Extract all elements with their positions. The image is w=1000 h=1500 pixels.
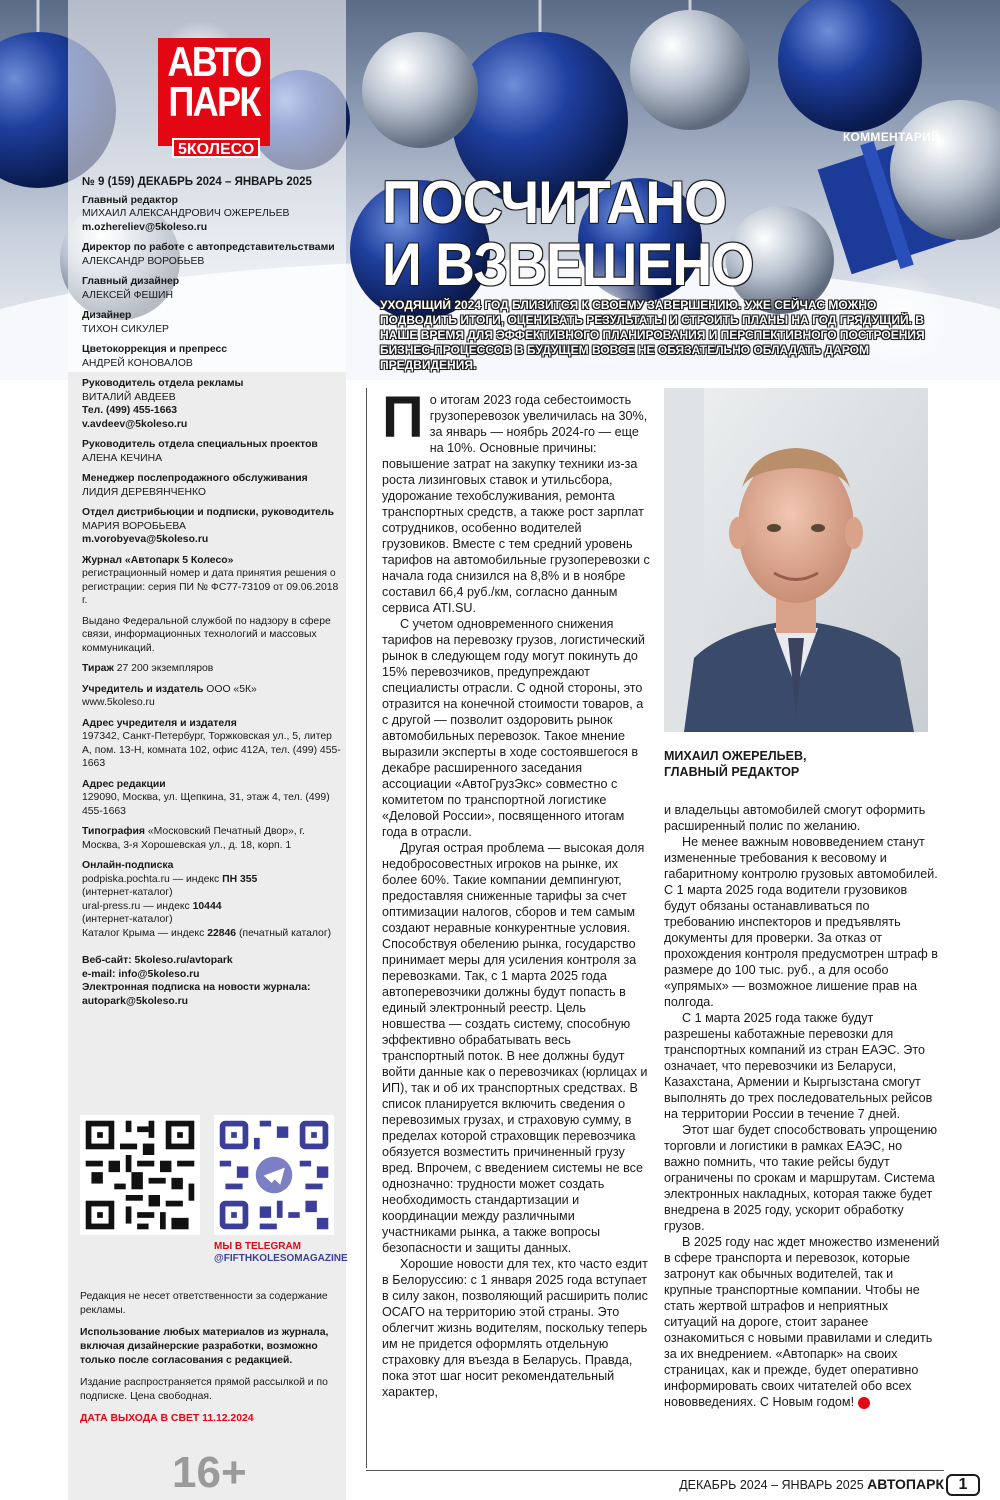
photo-caption	[664, 748, 806, 780]
founder	[82, 683, 344, 710]
article-paragraph	[664, 1234, 940, 1410]
printer-label: Типография	[82, 826, 145, 837]
subscription-note: (печатный каталог)	[238, 927, 332, 939]
website-link[interactable]: Веб-сайт: 5koleso.ru/avtopark	[82, 955, 233, 966]
subscription-item[interactable]	[82, 873, 344, 887]
subscription-index: 10444	[192, 900, 222, 912]
article-paragraph: Не менее важным нововведением станут измененные требования к весовому и габаритному контролю грузовых автомобилей. С 1 марта 2025 года водители грузовиков будут обязаны останавливаться по требованию инспекторов и предъявлять документы для проверки. За отказ от прохождения контроля предусмотрен штраф в размере до 100 тыс. руб., а для особо «упрямых» — возможное лишение прав на полгода.	[664, 835, 938, 1009]
staff-role: Директор по работе с автопредставительствами	[82, 242, 335, 253]
qr-code-telegram[interactable]	[214, 1115, 334, 1235]
stop-sign-icon: STOP	[858, 1397, 870, 1409]
staff-name: АЛЕНА КЕЧИНА	[82, 452, 163, 464]
staff-entry	[82, 438, 344, 465]
qr-code-icon	[80, 1115, 200, 1235]
masthead	[82, 176, 344, 1015]
staff-name: ВИТАЛИЙ АВДЕЕВ	[82, 391, 176, 403]
author-photo	[664, 388, 928, 732]
bottom-rule	[366, 1470, 944, 1471]
footer-date: ДЕКАБРЬ 2024 – ЯНВАРЬ 2025	[679, 1478, 864, 1492]
staff-name: АЛЕКСЕЙ ФЕШИН	[82, 289, 173, 301]
founder-value: ООО «5К»	[206, 683, 257, 695]
qr-code-icon	[214, 1115, 334, 1235]
staff-role: Главный редактор	[82, 194, 178, 206]
staff-role: Дизайнер	[82, 310, 132, 321]
staff-name: ЛИДИЯ ДЕРЕВЯНЧЕНКО	[82, 486, 206, 498]
staff-name: МАРИЯ ВОРОБЬЕВА	[82, 520, 186, 532]
editorial-address-text: 129090, Москва, ул. Щепкина, 31, этаж 4, тел. (499) 455-1663	[82, 792, 330, 817]
staff-name: МИХАИЛ АЛЕКСАНДРОВИЧ ОЖЕРЕЛЬЕВ	[82, 208, 290, 219]
caption-name: МИХАИЛ ОЖЕРЕЛЬЕВ,	[664, 749, 807, 763]
staff-phone: Тел. (499) 455-1663	[82, 405, 178, 416]
caption-role: ГЛАВНЫЙ РЕДАКТОР	[664, 765, 800, 779]
staff-role: Цветокоррекция и препресс	[82, 344, 228, 355]
release-date: ДАТА ВЫХОДА В СВЕТ 11.12.2024	[80, 1413, 254, 1424]
logo-word-1: АВТО	[167, 38, 261, 85]
staff-role: Главный дизайнер	[82, 276, 180, 287]
issued-by: Выдано Федеральной службой по надзору в сфере связи, информационных технологий и массовых коммуникаций.	[82, 615, 331, 654]
staff-entry	[82, 343, 344, 370]
article-paragraph: С учетом одновременного снижения тарифов на перевозку грузов, логистический рынок в следующем году могут покинуть до 15% перевозчиков, предупреждают специалисты отрасли. С одной стороны, это отразится на конечной стоимости товаров, а с другой — позволит оздоровить рынок автомобильных перевозок. Такое мнение выразили эксперты в ходе состоявшегося в декабре расширенного заседания ассоциации «АвтоГрузЭкс» совместно с комитетом по транспортной логистике «Деловой России», посвященного итогам года в отрасли.	[382, 617, 645, 839]
staff-entry	[82, 506, 344, 547]
article-paragraph	[382, 385, 650, 616]
staff-email[interactable]: m.vorobyeva@5koleso.ru	[82, 534, 209, 545]
subscription-item[interactable]	[82, 900, 344, 914]
staff-role: Отдел дистрибьюции и подписки, руководитель	[82, 507, 335, 518]
subscription-note: (интернет-каталог)	[82, 887, 173, 898]
founder-label: Учредитель и издатель	[82, 683, 204, 695]
ad-disclaimer: Редакция не несет ответственности за содержание рекламы.	[80, 1291, 328, 1316]
circulation-value: 27 200 экземпляров	[116, 663, 214, 674]
editorial-address	[82, 778, 344, 819]
copyright-notice: Использование любых материалов из журнала, включая дизайнерские разработки, возможно только после согласования с редакцией.	[80, 1327, 329, 1366]
email-link[interactable]: e-mail: info@5koleso.ru	[82, 968, 200, 980]
subscription	[82, 859, 344, 940]
article-lead: УХОДЯЩИЙ 2024 ГОД БЛИЗИТСЯ К СВОЕМУ ЗАВЕРШЕНИЮ. УЖЕ СЕЙЧАС МОЖНО ПОДВОДИТЬ ИТОГИ, ОЦЕНИВАТЬ РЕЗУЛЬТАТЫ И СТРОИТЬ ПЛАНЫ НА ГОД ГРЯДУЩИЙ. В НАШЕ ВРЕМЯ ДЛЯ ЭФФЕКТИВНОГО ПЛАНИРОВАНИЯ И ПЕРСПЕКТИВНОГО ПОСТРОЕНИЯ БИЗНЕС-ПРОЦЕССОВ В БУДУЩЕМ ВОВСЕ НЕ ОБЯЗАТЕЛЬНО ОБЛАДАТЬ ДАРОМ ПРЕДВИДЕНИЯ.	[380, 298, 925, 372]
founder-site-link[interactable]: www.5koleso.ru	[82, 697, 155, 708]
portrait-illustration	[664, 388, 928, 732]
subscription-site: ural-press.ru — индекс	[82, 900, 190, 912]
staff-entry	[82, 377, 344, 431]
article-paragraph: и владельцы автомобилей смогут оформить расширенный полис по желанию.	[664, 803, 926, 833]
issue-number: № 9 (159) ДЕКАБРЬ 2024 – ЯНВАРЬ 2025	[82, 176, 312, 188]
subscription-note: (интернет-каталог)	[82, 914, 173, 925]
staff-entry	[82, 472, 344, 499]
distribution-notice: Издание распространяется прямой рассылкой и по подписке. Цена свободная.	[80, 1377, 328, 1402]
article-paragraph: С 1 марта 2025 года также будут разрешены каботажные перевозки для транспортных компаний из стран ЕАЭС. Это означает, что перевозчики из Беларуси, Казахстана, Армении и Кыргызстана смогут выполнять до трех последовательных рейсов на территории России в течение 7 дней.	[664, 1011, 933, 1121]
journal-registration	[82, 554, 344, 608]
editorial-address-label: Адрес редакции	[82, 778, 166, 790]
subscription-index: 22846	[207, 927, 237, 939]
staff-entry	[82, 275, 344, 302]
article-paragraph: Хорошие новости для тех, кто часто ездит в Белоруссию: с 1 января 2025 года вступает в силу закон, позволяющий расширить полис ОСАГО на территорию этой страны. Это облегчит жизнь водителям, поскольку теперь им не придется оформлять отдельную страховку для въезда в Беларусь. Правда, пока этот шаг носит рекомендательный характер,	[382, 1257, 648, 1399]
newsletter-email-link[interactable]: autopark@5koleso.ru	[82, 995, 188, 1007]
staff-name: АЛЕКСАНДР ВОРОБЬЕВ	[82, 255, 205, 267]
legal-notes	[80, 1290, 342, 1434]
subscription-site: podpiska.pochta.ru — индекс	[82, 873, 220, 885]
logo-subbrand: 5КОЛЕСО	[172, 138, 260, 158]
staff-role: Менеджер послепродажного обслуживания	[82, 473, 308, 484]
age-rating: 16+	[172, 1448, 247, 1497]
subscription-index: ПН 355	[222, 873, 258, 885]
telegram-title: МЫ В TELEGRAM	[214, 1241, 302, 1252]
page-footer	[679, 1476, 944, 1492]
telegram-handle: @FIFTHKOLESOMAGAZINE	[214, 1253, 348, 1264]
staff-entry	[82, 194, 344, 235]
staff-entry	[82, 241, 344, 268]
newsletter-label: Электронная подписка на новости журнала:	[82, 982, 311, 993]
logo-block	[158, 38, 270, 146]
printer-value: «Московский Печатный Двор», г. Москва, 3-я Хорошевская ул., д. 18, корп. 1	[82, 826, 305, 851]
drop-cap: П	[382, 385, 424, 450]
founder-address-text: 197342, Санкт-Петербург, Торжковская ул., 5, литер А, пом. 13-Н, комната 102, офис 412А, тел. (499) 455-1663	[82, 731, 341, 769]
footer-brand: АВТОПАРК	[867, 1476, 944, 1492]
article-column-2	[664, 802, 940, 1410]
staff-role: Руководитель отдела специальных проектов	[82, 439, 318, 450]
paragraph-text: о итогам 2023 года себестоимость грузоперевозок увеличилась на 30%, за январь — ноябрь 2024-го — еще на 10%. Основные причины: повышение затрат на закупку техники из-за роста лизинговых ставок и утильсбора, удорожание техобслуживания, ремонта транспортных средств, а также рост зарплат сотрудников, особенно водителей грузовиков. Вместе с тем средний уровень тарифов на автомобильные грузоперевозки с начала года снизился на 8,8% и в ноябре составил 66,4 руб./км, согласно данным сервиса ATI.SU.	[382, 393, 650, 615]
telegram-label[interactable]	[214, 1241, 348, 1265]
column-rule	[366, 388, 367, 1468]
subscription-item	[82, 927, 344, 941]
staff-email[interactable]: v.avdeev@5koleso.ru	[82, 418, 188, 430]
staff-name: АНДРЕЙ КОНОВАЛОВ	[82, 357, 193, 369]
subscription-site: Каталог Крыма — индекс	[82, 927, 205, 939]
article-column-1	[382, 385, 650, 1399]
logo-word-2: ПАРК	[168, 77, 260, 125]
headline-line-2: И ВЗВЕШЕНО	[382, 231, 754, 298]
rubric-label: КОММЕНТАРИЙ	[842, 130, 940, 144]
journal-reg-text: регистрационный номер и дата принятия решения о регистрации: серия ПИ № ФС77-73109 от 09.06.2018 г.	[82, 568, 339, 606]
article-paragraph: Этот шаг будет способствовать упрощению торговли и логистики в рамках ЕАЭС, но важно помнить, что такие рейсы будут ограничены по срокам и маршрутам. Система электронных накладных, которая также будет внедрена в 2025 году, ускорит обработку грузов.	[664, 1123, 938, 1233]
contacts	[82, 954, 344, 1008]
page-number: 1	[946, 1474, 980, 1496]
founder-address-label: Адрес учредителя и издателя	[82, 717, 237, 729]
staff-entry	[82, 309, 344, 336]
headline-line-1: ПОСЧИТАНО	[382, 169, 727, 236]
founder-address	[82, 717, 344, 771]
magazine-logo[interactable]	[158, 38, 270, 160]
article-headline	[382, 169, 934, 298]
staff-role: Руководитель отдела рекламы	[82, 378, 244, 389]
qr-code-website[interactable]	[80, 1115, 200, 1235]
circulation-label: Тираж	[82, 663, 114, 674]
staff-email[interactable]: m.ozhereliev@5koleso.ru	[82, 221, 208, 233]
printer	[82, 825, 344, 852]
staff-name: ТИХОН СИКУЛЕР	[82, 323, 169, 335]
circulation	[82, 662, 344, 676]
article-paragraph: Другая острая проблема — высокая доля недобросовестных игроков на рынке, их более 60%. Такие компании демпингуют, предоставляя сниженные тарифы за счет оптимизации налогов, сборов и тем самым создают неравные конкурентные условия. Способствуя обелению рынка, государство принимает меры для усиления контроля за перевозками. Так, с 1 марта 2025 года автоперевозчики должны будут попасть в единый электронный реестр. Цель новшества — создать систему, способную эффективно обрабатывать весь транспортный поток. В нее должны будут войти данные как о перевозчиках (юрлицах и ИП), так и об их транспортных средствах. В список планируется включить сведения о перевозимых грузах, и страховую сумму, в пределах которой страховщик перевозчика обязуется возместить причиненный грузу вред. Впрочем, с введением системы не все однозначно: трудности может создать необходимость стандартизации и координации между различными участниками рынка, а также вопросы безопасности и защиты данных.	[382, 841, 648, 1255]
journal-title: Журнал «Автопарк 5 Колесо»	[82, 554, 234, 566]
paragraph-text: В 2025 году нас ждет множество изменений в сфере транспорта и перевозок, которые затронут как обычных водителей, так и крупные транспортные компании. Чтобы не стать жертвой штрафов и неприятных ситуаций на дороге, стоит заранее ознакомиться с новыми правилами и следить за их внедрением. «Автопарк» на своих страницах, как и прежде, будет оперативно информировать своих читателей обо всех нововведениях. С Новым годом!	[664, 1235, 940, 1409]
subscription-label: Онлайн-подписка	[82, 860, 174, 871]
